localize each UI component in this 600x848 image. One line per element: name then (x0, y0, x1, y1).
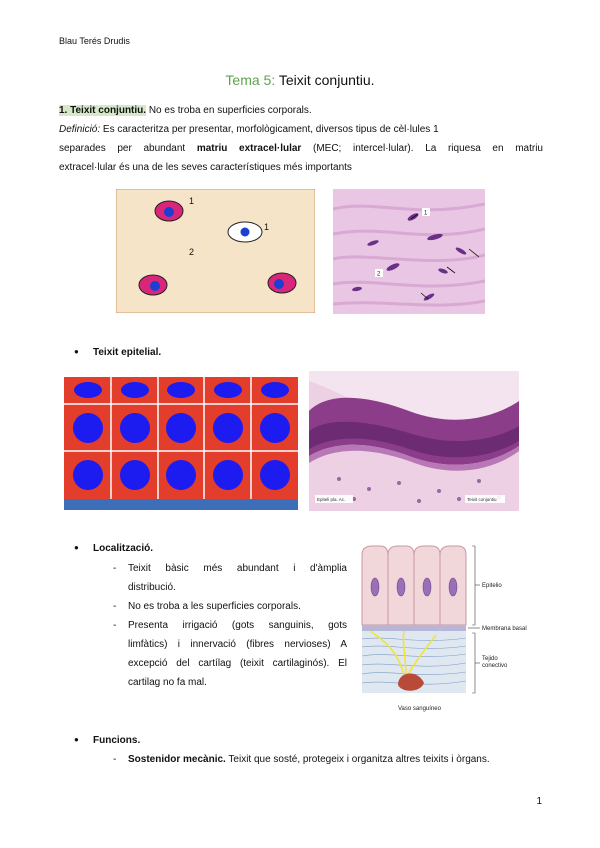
definition-line-1: Definició: Es caracteritza per presentar, morfològicament, diversos tipus de cèl·lules 1 (59, 124, 439, 135)
micrograph-caption-right: Teixit conjuntiu (467, 497, 497, 502)
author-name: Blau Terés Drudis (59, 36, 130, 46)
func-item-1: - Sostenidor mecànic. Teixit que sosté, protegeix i organitza altres teixits i òrgans. (113, 754, 490, 765)
connective-tissue-micrograph (333, 189, 485, 314)
micrograph-caption-left: Epiteli pla. Ac. (317, 497, 346, 502)
bullet-localization: ● Localització. (78, 543, 153, 554)
micrograph-label-1: 1 (424, 210, 428, 217)
section1-heading-line (59, 101, 312, 120)
label-tissue: Tejido (482, 656, 498, 662)
epithelium-connective-diagram (358, 543, 540, 713)
page-title (0, 72, 600, 88)
label-connective: conectivo (482, 663, 508, 669)
definition-label: Definició: (59, 124, 101, 135)
bullet-epithelial: ● Teixit epitelial. (78, 347, 161, 358)
label-blood-vessel: Vaso sanguíneo (398, 706, 441, 712)
page-number: 1 (536, 796, 542, 807)
epithelial-tissue-diagram (64, 377, 298, 510)
loc-item-2: - No es troba a les superficies corporals. (113, 601, 301, 612)
diagram-label-matrix: 2 (189, 247, 195, 257)
section1-heading: 1. Teixit conjuntiu. (59, 105, 147, 116)
epithelium-micrograph (309, 371, 519, 511)
loc-item-1: - Teixit bàsic més abundant i d'àmplia distribució. (113, 563, 347, 593)
title-number: Tema 5: (225, 72, 276, 88)
connective-tissue-diagram (116, 189, 315, 313)
section1-heading-rest: No es troba en superficies corporals. (146, 105, 312, 116)
loc-item-3: - Presenta irrigació (gots sanguinis, gots limfàtics) i innervació (fibres nervioses) A excepció del cartílag (teixit cartilaginós). El cartilag no fa mal. (113, 620, 347, 688)
func-item-bold: Sostenidor mecànic. (128, 754, 226, 765)
definition-line-3: extracel·lular és una de les seves característiques més importants (59, 162, 352, 173)
title-text: Teixit conjuntiu. (275, 72, 375, 88)
label-epithelium: Epitelio (482, 583, 502, 589)
label-basal-membrane: Membrana basal (482, 626, 527, 632)
definition-line-2: separades per abundant matriu extracel·lular (MEC; intercel·lular). La riquesa en matriu (59, 143, 543, 154)
diagram-label-cell-2: 1 (264, 222, 270, 232)
micrograph-label-2: 2 (377, 271, 381, 278)
bullet-functions: ● Funcions. (78, 735, 140, 746)
matrix-term: matriu extracel·lular (196, 143, 302, 154)
diagram-label-cell: 1 (189, 196, 195, 206)
